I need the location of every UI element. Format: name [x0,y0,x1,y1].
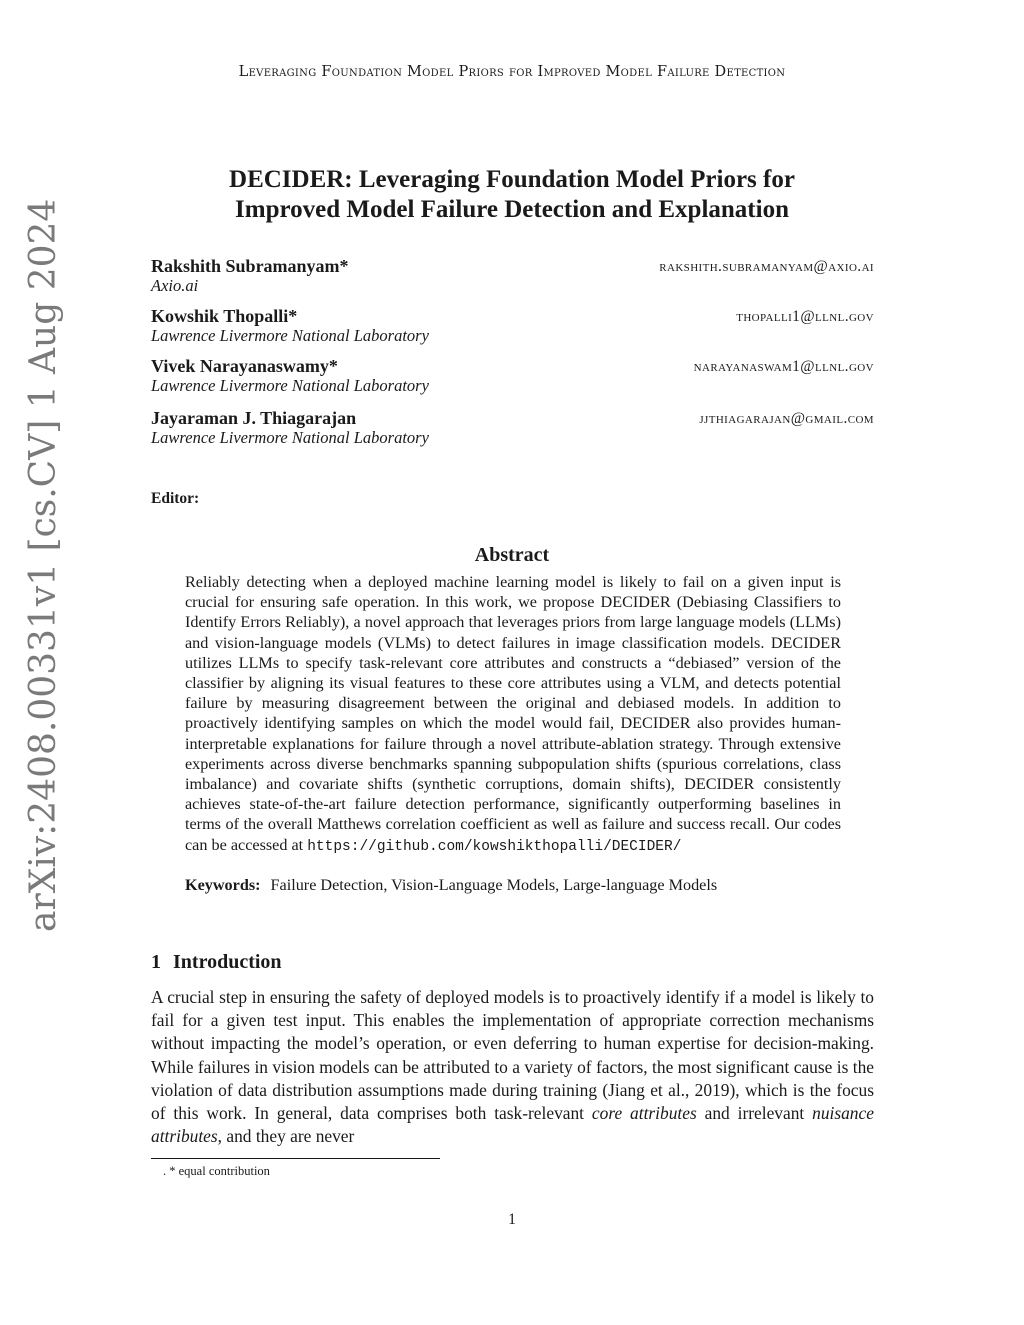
abstract-text [185,572,841,857]
abstract-body-text: Reliably detecting when a deployed machine learning model is likely to fail on a given input is crucial for ensuring safe operation. In this work, we propose DECIDER (Debiasing Classifiers to Identify Errors Reliably), a novel approach that leverages priors from large language models (LLMs) and vision-language models (VLMs) to detect failures in image classification models. DECIDER utilizes LLMs to specify task-relevant core attributes and constructs a “debiased” version of the classifier by aligning its visual features to these core attributes using a VLM, and detects potential failure by measuring disagreement between the original and debiased models. In addition to proactively identifying samples on which the model would fail, DECIDER also provides human-interpretable explanations for failure through a novel attribute-ablation strategy. Through extensive experiments across diverse benchmarks spanning subpopulation shifts (spurious correlations, class imbalance) and covariate shifts (synthetic corruptions, domain shifts), DECIDER consistently achieves state-of-the-art failure detection performance, significantly outperforming baselines in terms of the overall Matthews correlation coefficient as well as failure and success recall. Our codes can be accessed at [185,573,841,854]
intro-text-2: and irrelevant [704,1103,805,1124]
author-1 [151,256,874,298]
section-heading [151,951,282,974]
keywords-value: Failure Detection, Vision-Language Models, Large-language Models [270,876,718,894]
footnote: . * equal contribution [163,1164,270,1178]
intro-text-3: , and they are never [217,1126,355,1147]
code-link[interactable]: https://github.com/kowshikthopalli/DECIDER/ [307,838,682,855]
introduction-paragraph [151,986,874,1148]
author-affiliation: Lawrence Livermore National Laboratory [151,326,429,345]
author-name: Vivek Narayanaswamy* [151,356,338,376]
footnote-rule [151,1158,440,1159]
author-affiliation: Axio.ai [151,276,199,295]
author-affiliation: Lawrence Livermore National Laboratory [151,428,429,447]
keywords [185,876,841,895]
intro-emphasis-core: core attributes [591,1103,697,1124]
author-email[interactable]: thopalli1@llnl.gov [736,308,874,325]
paper-title [140,165,884,225]
title-line-1: DECIDER: Leveraging Foundation Model Priors for [229,166,795,193]
abstract-heading: Abstract [474,544,550,566]
editor-label: Editor: [151,490,200,507]
author-4 [151,408,874,450]
arxiv-stamp[interactable]: arXiv:2408.00331v1 [cs.CV] 1 Aug 2024 [23,198,64,932]
author-2 [151,306,874,348]
author-affiliation: Lawrence Livermore National Laboratory [151,376,429,395]
section-number: 1 [151,951,161,973]
page-number: 1 [508,1211,516,1228]
author-name: Kowshik Thopalli* [151,306,298,326]
running-header: Leveraging Foundation Model Priors for Improved Model Failure Detection [238,64,786,80]
author-email[interactable]: jjthiagarajan@gmail.com [699,410,874,427]
section-title: Introduction [173,951,282,973]
author-3 [151,356,874,398]
author-name: Jayaraman J. Thiagarajan [151,408,357,428]
author-name: Rakshith Subramanyam* [151,256,349,276]
author-email[interactable]: rakshith.subramanyam@axio.ai [659,258,874,275]
author-email[interactable]: narayanaswam1@llnl.gov [693,358,874,375]
title-line-2: Improved Model Failure Detection and Explanation [235,196,789,223]
intro-emphasis-nuisance: nuisance attributes [151,1103,874,1147]
keywords-label: Keywords: [185,876,261,894]
intro-text-1: A crucial step in ensuring the safety of deployed models is to proactively identify if a model is likely to fail for a given test input. This enables the implementation of appropriate correction mechanisms without impacting the model’s operation, or even deferring to human expertise for decision-making. While failures in vision models can be attributed to a variety of factors, the most significant cause is the violation of data distribution assumptions made during training (Jiang et al., 2019), which is the focus of this work. In general, data comprises both task-relevant [151,987,874,1124]
